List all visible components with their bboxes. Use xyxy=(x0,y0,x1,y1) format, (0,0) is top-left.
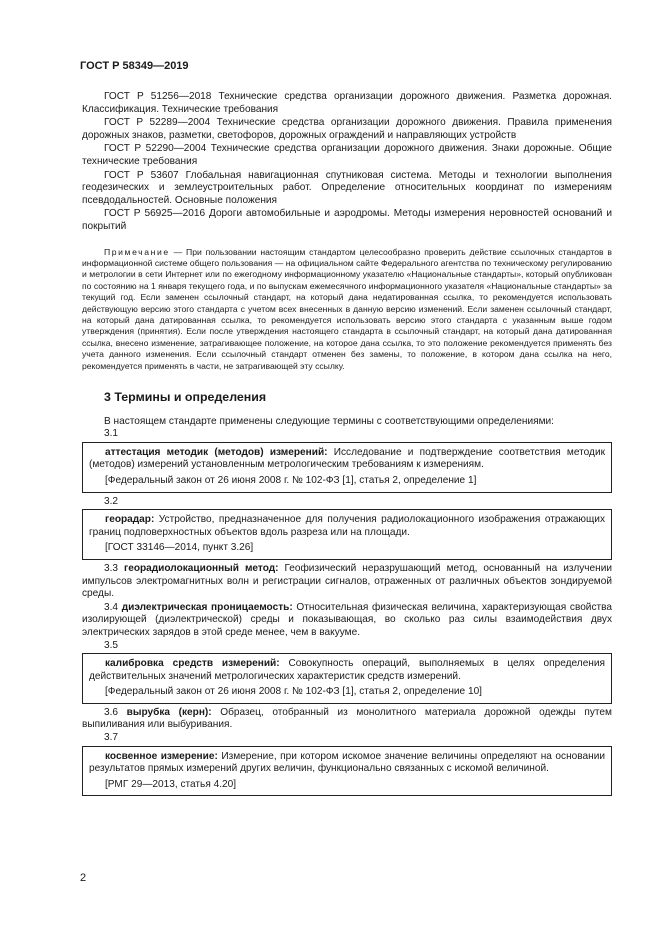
term-box xyxy=(82,746,612,797)
term-name: косвенное измерение: xyxy=(105,750,218,762)
note-paragraph xyxy=(82,247,612,372)
term-box xyxy=(82,509,612,560)
term-text: Исследование и подтверждение соответствия методик (методов) измерений установленным метрологическим требованиям к измерениям. xyxy=(89,446,605,471)
term-source: [Федеральный закон от 26 июня 2008 г. № 102-ФЗ [1], статья 2, определение 10] xyxy=(105,686,482,698)
term-number: 3.5 xyxy=(104,639,119,651)
term-source: [РМГ 29—2013, статья 4.20] xyxy=(105,778,237,790)
term-text: Образец, отобранный из монолитного материала дорожной одежды путем выпиливания или выбуривания. xyxy=(82,706,612,731)
term-box xyxy=(82,442,612,493)
term-name: аттестация методик (методов) измерений: xyxy=(105,446,328,458)
term-name: георадиолокационный метод: xyxy=(124,562,279,574)
page-number: 2 xyxy=(80,872,87,884)
reference-item: ГОСТ Р 51256—2018 Технические средства организации дорожного движения. Разметка дорожная. Классификация. Технические требования xyxy=(82,91,612,115)
term-number: 3.4 xyxy=(104,601,119,613)
term-number: 3.2 xyxy=(104,495,119,507)
term-name: калибровка средств измерений: xyxy=(105,658,280,670)
section-title: 3 Термины и определения xyxy=(104,390,267,404)
term-definition xyxy=(89,447,605,472)
term-text: Устройство, предназначенное для получения радиолокационного изображения отражающих границ подповерхностных объектов вдоль разреза или на площади. xyxy=(89,514,605,538)
term-definition xyxy=(89,514,605,539)
page-content xyxy=(82,91,612,796)
term-source: [Федеральный закон от 26 июня 2008 г. № 102-ФЗ [1], статья 2, определение 1] xyxy=(105,474,477,486)
note-text: — При пользовании настоящим стандартом целесообразно проверить действие ссылочных стандартов в информационной системе общего пользования — на официальном сайте Федерального агентства по техническому регулированию и метрологии в сети Интернет или по ежегодному информационному указателю «Национальные стандарты», который опубликован по состоянию на 1 января текущего года, и по выпускам ежемесячного информационного указателя «Национальные стандарты» за текущий год. Если заменен ссылочный стандарт, на который дана недатированная ссылка, то рекомендуется использовать действующую версию этого стандарта с учетом всех внесенных в данную версию изменений. Если заменен ссылочный стандарт, на который дана датированная ссылка, то рекомендуется использовать версию этого стандарта с указанным выше годом утверждения (принятия). Если после утверждения настоящего стандарта в ссылочный стандарт, на который дана датированная ссылка, внесено изменение, затрагивающее положение, на которое дана ссылка, то это положение рекомендуется применять без учета данного изменения. Если ссылочный стандарт отменен без замены, то положение, в котором дана ссылка на него, рекомендуется применять в части, не затрагивающей эту ссылку. xyxy=(82,246,612,371)
term-name: георадар: xyxy=(105,514,155,526)
reference-item: ГОСТ Р 52290—2004 Технические средства организации дорожного движения. Знаки дорожные. Общие технические требования xyxy=(82,143,612,167)
term-definition xyxy=(82,602,612,640)
term-definition xyxy=(89,658,605,683)
reference-item: ГОСТ Р 53607 Глобальная навигационная спутниковая система. Методы и технологии выполнения геодезических и землеустроительных работ. Определение относительных координат по измерениям псевдодальностей. Основные положения xyxy=(82,169,612,206)
section-intro: В настоящем стандарте применены следующие термины с соответствующими определениями: xyxy=(104,415,554,427)
term-text: Совокупность операций, выполняемых в целях определения действительных значений метрологических характеристик средств измерений. xyxy=(89,658,605,682)
term-definition xyxy=(89,751,605,776)
term-text: Измерение, при котором искомое значение величины определяют на основании результатов прямых измерений других величин, функционально связанных с искомой величиной. xyxy=(89,750,605,775)
document-header: ГОСТ Р 58349—2019 xyxy=(80,60,189,72)
term-source: [ГОСТ 33146—2014, пункт 3.26] xyxy=(105,542,254,554)
term-name: диэлектрическая проницаемость: xyxy=(121,601,293,613)
term-box xyxy=(82,653,612,704)
term-number: 3.3 xyxy=(104,562,119,574)
term-number: 3.6 xyxy=(104,706,119,718)
note-label: Примечание xyxy=(104,246,170,257)
term-name: вырубка (керн): xyxy=(126,706,212,718)
term-definition xyxy=(82,563,612,601)
reference-item: ГОСТ Р 52289—2004 Технические средства организации дорожного движения. Правила применения дорожных знаков, разметки, светофоров, дорожных ограждений и направляющих устройств xyxy=(82,117,612,141)
term-number: 3.7 xyxy=(104,732,119,744)
term-number: 3.1 xyxy=(104,428,119,440)
term-text: Геофизический неразрушающий метод, основанный на излучении импульсов электромагнитных волн и регистрации сигналов, отраженных от различных объектов зондируемой среды. xyxy=(82,562,613,600)
term-definition xyxy=(82,707,612,732)
reference-item: ГОСТ Р 56925—2016 Дороги автомобильные и аэродромы. Методы измерения неровностей оснований и покрытий xyxy=(82,208,612,232)
term-text: Относительная физическая величина, характеризующая свойства изолирующей (диэлектрической) среды и показывающая, во сколько раз силы взаимодействия двух электрических зарядов в этой среде менее, чем в вакууме. xyxy=(82,601,612,638)
